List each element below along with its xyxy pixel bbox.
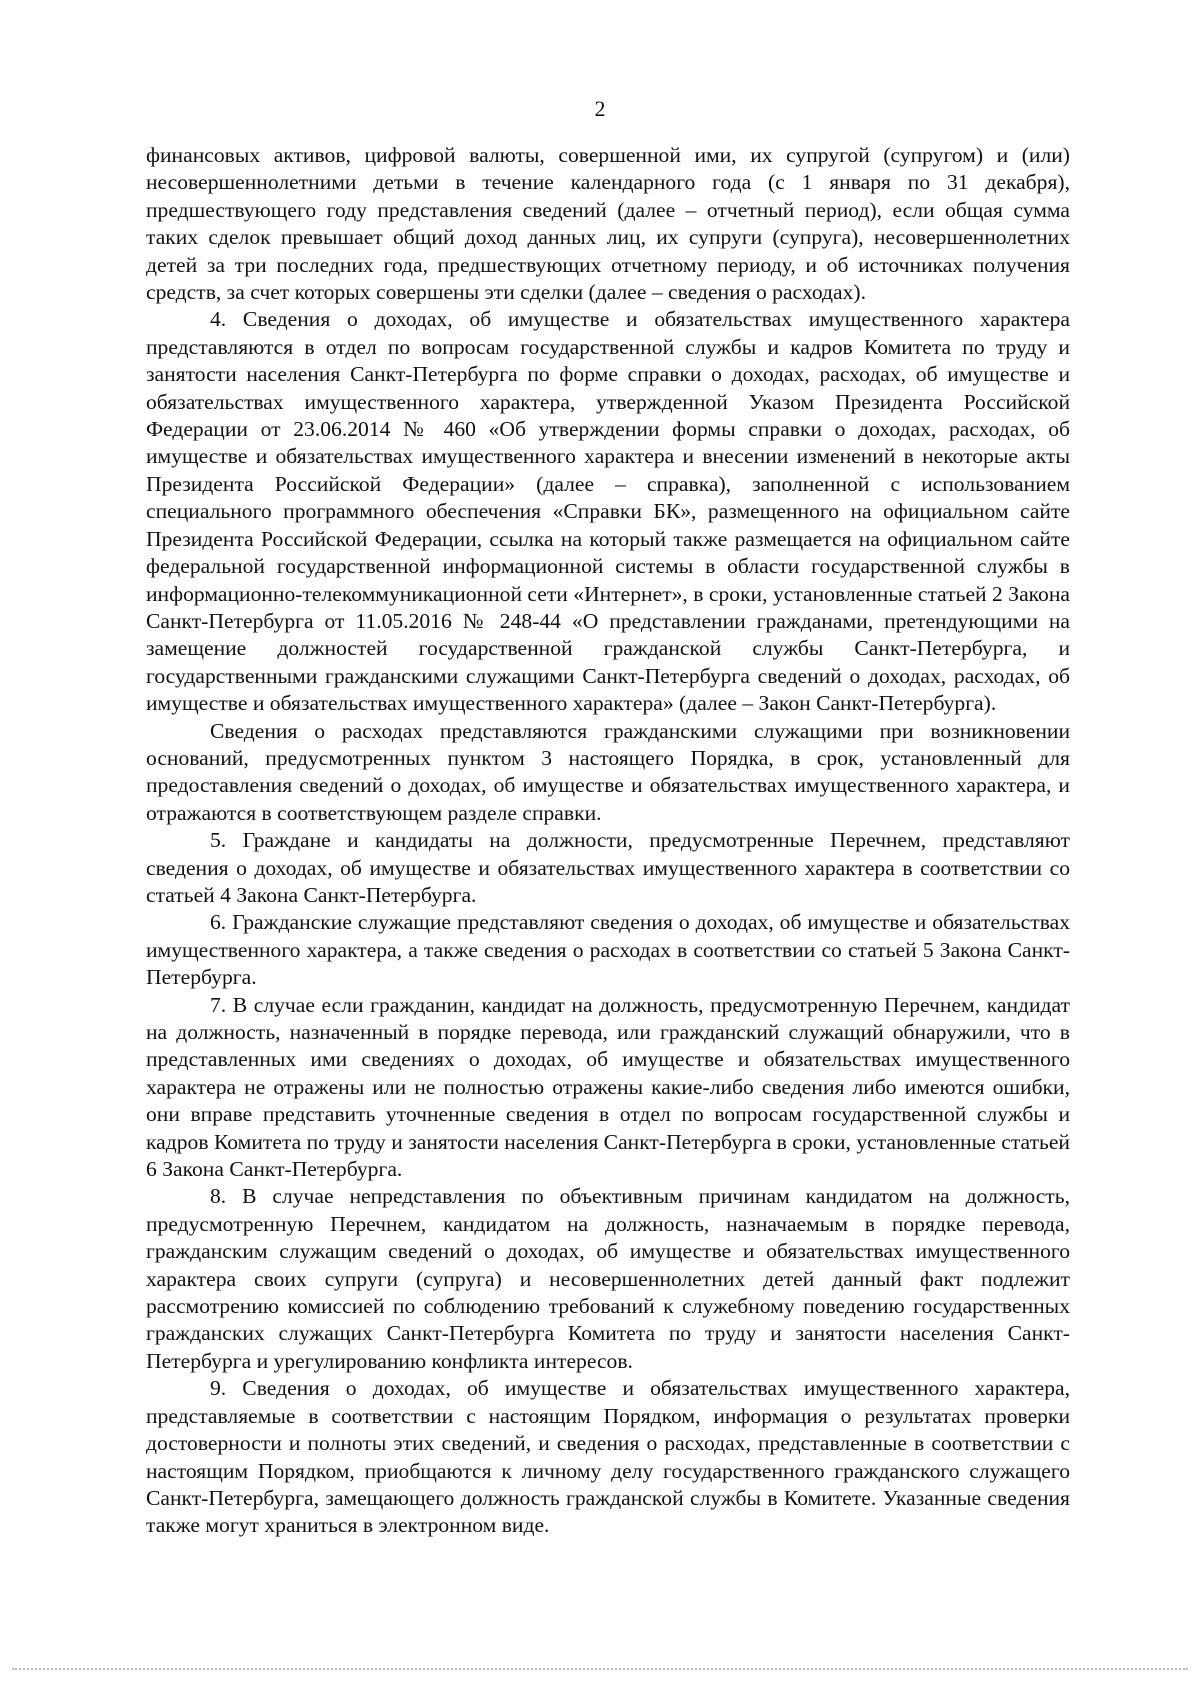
paragraph-item-6: 6. Гражданские служащие представляют сведения о доходах, об имуществе и обязательствах имущественного характера, а также сведения о расходах в соответствии со статьей 5 Закона Санкт-Петербурга. bbox=[146, 910, 1070, 990]
page-number: 2 bbox=[594, 96, 606, 121]
paragraph-continuation: финансовых активов, цифровой валюты, совершенной ими, их супругой (супругом) и (или) несовершеннолетними детьми в течение календарного года (с 1 января по 31 декабря), предшествующего году представления сведений (далее – отчетный период), если общая сумма таких сделок превышает общий доход данных лиц, их супруги (супруга), несовершеннолетних детей за три последних года, предшествующих отчетному периоду, и об источниках получения средств, за счет которых совершены эти сделки (далее – сведения о расходах). bbox=[146, 143, 1070, 305]
document-body bbox=[146, 142, 1070, 1540]
paragraph-item-9: 9. Сведения о доходах, об имуществе и обязательствах имущественного характера, представляемые в соответствии с настоящим Порядком, информация о результатах проверки достоверности и полноты этих сведений, и сведения о расходах, представленные в соответствии с настоящим Порядком, приобщаются к личному делу государственного гражданского служащего Санкт-Петербурга, замещающего должность гражданской службы в Комитете. Указанные сведения также могут храниться в электронном виде. bbox=[146, 1376, 1070, 1538]
paragraph-item-8: 8. В случае непредставления по объективным причинам кандидатом на должность, предусмотренную Перечнем, кандидатом на должность, назначаемым в порядке перевода, гражданским служащим сведений о доходах, об имуществе и обязательствах имущественного характера своих супруги (супруга) и несовершеннолетних детей данный факт подлежит рассмотрению комиссией по соблюдению требований к служебному поведению государственных гражданских служащих Санкт-Петербурга Комитета по труду и занятости населения Санкт-Петербурга и урегулированию конфликта интересов. bbox=[146, 1184, 1070, 1373]
paragraph-expenses: Сведения о расходах представляются гражданскими служащими при возникновении оснований, предусмотренных пунктом 3 настоящего Порядка, в срок, установленный для предоставления сведений о доходах, об имуществе и обязательствах имущественного характера, и отражаются в соответствующем разделе справки. bbox=[146, 718, 1070, 825]
paragraph-item-4: 4. Сведения о доходах, об имуществе и обязательствах имущественного характера представляются в отдел по вопросам государственной службы и кадров Комитета по труду и занятости населения Санкт-Петербурга по форме справки о доходах, расходах, об имуществе и обязательствах имущественного характера, утвержденной Указом Президента Российской Федерации от 23.06.2014 № 460 «Об утверждении формы справки о доходах, расходах, об имуществе и обязательствах имущественного характера и внесении изменений в некоторые акты Президента Российской Федерации» (далее – справка), заполненной с использованием специального программного обеспечения «Справки БК», размещенного на официальном сайте Президента Российской Федерации, ссылка на который также размещается на официальном сайте федеральной государственной информационной системы в области государственной службы в информационно-телекоммуникационной сети «Интернет», в сроки, установленные статьей 2 Закона Санкт-Петербурга от 11.05.2016 № 248-44 «О представлении гражданами, претендующими на замещение должностей государственной гражданской службы Санкт-Петербурга, и государственными гражданскими служащими Санкт-Петербурга сведений о доходах, расходах, об имуществе и обязательствах имущественного характера» (далее – Закон Санкт-Петербурга). bbox=[146, 307, 1070, 716]
paragraph-item-5: 5. Граждане и кандидаты на должности, предусмотренные Перечнем, представляют сведения о доходах, об имуществе и обязательствах имущественного характера в соответствии со статьей 4 Закона Санкт-Петербурга. bbox=[146, 828, 1070, 907]
paragraph-item-7: 7. В случае если гражданин, кандидат на должность, предусмотренную Перечнем, кандидат на должность, назначенный в порядке перевода, или гражданский служащий обнаружили, что в представленных ими сведениях о доходах, об имуществе и обязательствах имущественного характера не отражены или не полностью отражены какие-либо сведения либо имеются ошибки, они вправе представить уточненные сведения в отдел по вопросам государственной службы и кадров Комитета по труду и занятости населения Санкт-Петербурга в сроки, установленные статьей 6 Закона Санкт-Петербурга. bbox=[146, 992, 1070, 1182]
scan-artifact-line bbox=[12, 1668, 1188, 1670]
